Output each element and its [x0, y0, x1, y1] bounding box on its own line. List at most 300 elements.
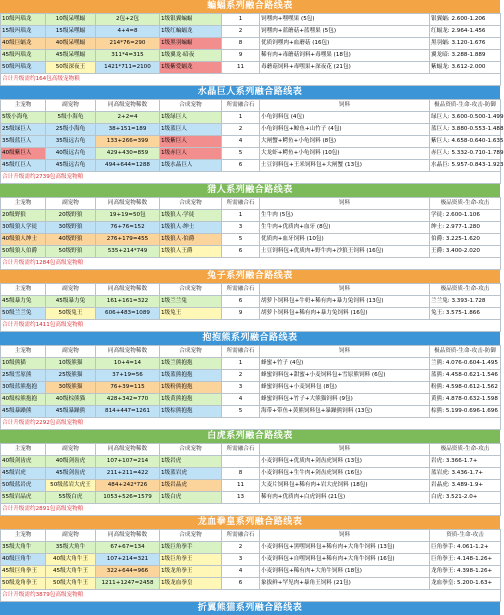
table-cell: 35级蓝巨人: [1, 136, 46, 148]
route-section: [0, 516, 500, 602]
table-cell: 25级雪原熊: [1, 370, 46, 382]
footer-row: [1, 504, 501, 516]
table-cell: 2: [222, 124, 260, 136]
table-cell: 紫巨人: 4.658-0.640-1.635: [430, 136, 501, 148]
table-header-cell: 副宠物: [46, 100, 96, 112]
table-cell: 1级蓝熊抱抱: [160, 370, 222, 382]
table-cell: 40级大角牛王: [46, 554, 96, 566]
table-row: [1, 62, 501, 74]
table-cell: 小麦饲料包+稀有肉+大角牛饲料 (18包): [260, 566, 430, 578]
table-cell: 4: [222, 566, 260, 578]
table-cell: 1级狼人·伯爵: [160, 234, 222, 246]
table-cell: 1级白虎: [160, 492, 222, 504]
table-header-cell: 主宠物: [1, 346, 46, 358]
section-title: 龙血拳皇系列融合路线表: [0, 516, 500, 529]
table-header-cell: 饲料: [260, 100, 430, 112]
table-row: [1, 222, 501, 234]
table-cell: 37+19=56: [96, 370, 160, 382]
table-cell: 黄熊: 4.878-0.632-1.598: [430, 394, 501, 406]
table-header-cell: 合成宠物: [160, 530, 222, 542]
table-cell: 25级小海龟: [46, 124, 96, 136]
section-footer: 合计升级需约3879包高级宠物粮: [1, 590, 501, 602]
table-cell: 6: [222, 160, 260, 172]
table-cell: 10级熊猫: [1, 358, 46, 370]
table-cell: 161+161=322: [96, 296, 160, 308]
table-header-row: [1, 284, 501, 296]
table-cell: 8: [222, 38, 260, 50]
table-cell: 40级剑齿虎: [1, 456, 46, 468]
table-cell: 小麦饲料包+优质肉+剑齿虎饲料 (13包): [260, 456, 430, 468]
table-cell: 50级狼人伯爵: [1, 246, 46, 258]
table-row: [1, 406, 501, 418]
table-cell: 40级野狼: [46, 234, 96, 246]
table-cell: 1级棕熊抱抱: [160, 406, 222, 418]
table-cell: 1级粉熊抱抱: [160, 382, 222, 394]
table-row: [1, 26, 501, 38]
table-cell: 322+644=966: [96, 566, 160, 578]
table-header-cell: 所需融合石: [222, 530, 260, 542]
table-header-cell: 极品资质-生命-攻击: [430, 198, 501, 210]
table-cell: 45级呆嘿蝠: [46, 50, 96, 62]
table-cell: 1级绿巨人: [160, 112, 222, 124]
table-header-cell: 合成宠物: [160, 198, 222, 210]
table-cell: 饲嘿肉+蓝蘑菇+蓝嘿果 (5包): [260, 26, 430, 38]
table-cell: 赤巨人: 5.332-0.710-1.789: [430, 148, 501, 160]
table-cell: 76+39=115: [96, 382, 160, 394]
table-cell: 王爵: 3.400-2.020: [430, 246, 501, 258]
table-cell: 小龟饲料包 (4包): [260, 112, 430, 124]
table-cell: 1: [222, 14, 260, 26]
table-header-cell: 极品资质-生命-攻击: [430, 284, 501, 296]
section-title: 折翼熊猫系列融合路线表: [0, 602, 500, 615]
table-cell: 8: [222, 468, 260, 480]
table-cell: 10+4=14: [96, 358, 160, 370]
table-cell: 小龟饲料包+鲸鱼+山竹子 (4包): [260, 124, 430, 136]
table-cell: 45级远古龟: [46, 160, 96, 172]
table-cell: 1级水晶巨人: [160, 160, 222, 172]
table-cell: 蓝巨人: 3.880-0.553-1.488: [430, 124, 501, 136]
table-cell: 1: [222, 210, 260, 222]
table-row: [1, 492, 501, 504]
table-cell: 40级紫巨人: [1, 148, 46, 160]
table-cell: 兔王: 3.575-1.866: [430, 308, 501, 320]
section-footer: 合计升级需约164包高级宠物粮: [1, 74, 501, 86]
table-header-cell: 副宠物: [46, 444, 96, 456]
table-cell: 毒蘑菇饲料+毒嘿果+深夜花 (21包): [260, 62, 430, 74]
table-header-cell: 饲料: [260, 284, 430, 296]
table-header-cell: 同高级宠物稀数: [96, 284, 160, 296]
table-header-cell: 主宠物: [1, 444, 46, 456]
table-cell: 30级蓝熊抱抱: [1, 382, 46, 394]
table-cell: 1级黄熊抱抱: [160, 394, 222, 406]
table-cell: 龙血拳皇: 5.200-1.63+: [430, 578, 501, 590]
table-cell: 45级岩虎: [1, 468, 46, 480]
table-cell: 1级狼人王爵: [160, 246, 222, 258]
table-header-cell: 饲料: [260, 346, 430, 358]
table-cell: 45级红巨人: [1, 160, 46, 172]
table-cell: 20级野狼: [46, 210, 96, 222]
table-header-cell: 极品资质-生命-攻击-防御: [430, 100, 501, 112]
table-cell: 10级熊猫: [46, 358, 96, 370]
table-header-row: [1, 346, 501, 358]
table-cell: 1级巨角拳王: [160, 554, 222, 566]
table-row: [1, 148, 501, 160]
table-cell: 40级剑齿虎: [46, 456, 96, 468]
table-cell: 小麦饲料包+黑嘿饲料包+稀有肉+大角牛饲料 (13包): [260, 542, 430, 554]
table-cell: 50级玛瑙龙: [1, 62, 46, 74]
table-cell: 1级龙血拳皇: [160, 578, 222, 590]
table-cell: 45级暴躁熊: [1, 406, 46, 418]
table-cell: 土豆饲料包+优质肉+野牛肉+沙狼王饲料 (16包): [260, 246, 430, 258]
section-footer: 合计升级需约2739包高级宠物粮: [1, 172, 501, 184]
table-cell: 优质肉+血牙饲料 (10包): [260, 234, 430, 246]
table-cell: 岩晶虎: 3.489-1.9+: [430, 480, 501, 492]
route-section: [0, 184, 500, 270]
table-cell: 4: [222, 136, 260, 148]
table-cell: 龙角拳王: 4.398-1.26+: [430, 566, 501, 578]
table-cell: 白虎: 3.521-2.0+: [430, 492, 501, 504]
table-cell: 黑羽蝠: 3.120-1.676: [430, 38, 501, 50]
table-cell: [222, 456, 260, 468]
table-row: [1, 308, 501, 320]
table-cell: 214*76=290: [96, 38, 160, 50]
table-cell: 6: [222, 296, 260, 308]
table-cell: 40级呆嘿蝠: [46, 38, 96, 50]
table-header-cell: 所需融合石: [222, 444, 260, 456]
table-cell: 1: [222, 112, 260, 124]
footer-row: [1, 74, 501, 86]
route-section: [0, 86, 504, 184]
table-row: [1, 14, 501, 26]
table-row: [1, 246, 501, 258]
table-cell: 稀有肉+优质肉+白虎饲料 (21包): [260, 492, 430, 504]
table-cell: 50级蓝岩虎: [1, 480, 46, 492]
table-cell: 3: [222, 382, 260, 394]
table-cell: 大麦片饲料包+稀有肉+岩大虎饲料 (18包): [260, 480, 430, 492]
section-footer: 合计升级需约2292包高级宠物粮: [1, 418, 501, 430]
table-cell: 1级龙角拳王: [160, 566, 222, 578]
table-cell: 1级紫巨人: [160, 136, 222, 148]
table-cell: 兰兰兔: 3.393-1.728: [430, 296, 501, 308]
table-row: [1, 296, 501, 308]
table-header-cell: 合成宠物: [160, 284, 222, 296]
table-cell: 绿巨人: 3.600-0.500-1.499: [430, 112, 501, 124]
table-row: [1, 38, 501, 50]
table-cell: 1级紫爱蝠龙: [160, 62, 222, 74]
table-header-cell: 同高级宠物稀数: [96, 444, 160, 456]
table-cell: 35级大角牛: [46, 542, 96, 554]
table-row: [1, 480, 501, 492]
section-footer: 合计升级需约1411包高级宠物粮: [1, 320, 501, 332]
table-cell: 水晶巨: 5.957-0.843-1.923: [430, 160, 501, 172]
table-cell: 45级暴躁熊: [46, 406, 96, 418]
table-cell: 50级野狼: [46, 246, 96, 258]
table-cell: 1级黑羽蝙蝠: [160, 38, 222, 50]
table-cell: 兰熊: 4.076-0.604-1.495: [430, 358, 501, 370]
table-cell: 1级岩晶虎: [160, 480, 222, 492]
section-title: 蝙蝠系列融合路线表: [0, 0, 500, 13]
table-cell: 银翼蝠: 2.600-1.206: [430, 14, 501, 26]
table-cell: 1级狼人·学徒: [160, 210, 222, 222]
table-row: [1, 370, 501, 382]
table-cell: 1级赤巨人: [160, 148, 222, 160]
table-cell: 25级绿巨人: [1, 124, 46, 136]
table-cell: 50级兔王: [46, 308, 96, 320]
route-table: [0, 443, 501, 516]
table-cell: 11: [222, 480, 260, 492]
table-cell: 5: [222, 234, 260, 246]
table-cell: 象拔鲜+罕见肉+暴角王饲料 (21包): [260, 578, 430, 590]
table-cell: 19+19=50包: [96, 210, 160, 222]
table-row: [1, 554, 501, 566]
table-cell: 海带+带鱼+黄熊饲料包+暴躁熊饲料 (13包): [260, 406, 430, 418]
table-cell: 巨角拳王: 4.148-1.26+: [430, 554, 501, 566]
table-cell: 优质饲嘿肉+血蘑菇 (16包): [260, 38, 430, 50]
table-cell: 211+211=422: [96, 468, 160, 480]
route-section: [0, 0, 500, 86]
table-cell: 蜂蜜饲料包+竹子+大熊猫饲料 (9包): [260, 394, 430, 406]
table-cell: 2+2=4: [96, 112, 160, 124]
section-footer: 合计升级需约1284包高级宠物粮: [1, 258, 501, 270]
table-cell: 814+447=1261: [96, 406, 160, 418]
table-header-cell: 副宠物: [46, 530, 96, 542]
table-row: [1, 50, 501, 62]
table-cell: 5: [222, 148, 260, 160]
table-cell: 土豆饲料包+王米饲料包+大闸蟹 (13包): [260, 160, 430, 172]
table-cell: 1级蓝巨人: [160, 124, 222, 136]
section-title: 兔子系列融合路线表: [0, 270, 500, 283]
table-cell: 35级远古龟: [46, 136, 96, 148]
table-header-cell: 极品资质-生命-攻击: [430, 444, 501, 456]
table-cell: 岩虎: 3.366-1.7+: [430, 456, 501, 468]
table-header-cell: 饲料: [260, 198, 430, 210]
table-cell: 大闸蟹+鳄鱼+小龟饲料 (8包): [260, 136, 430, 148]
table-cell: 10级玛瑙龙: [1, 14, 46, 26]
table-cell: 1级狼人·绅士: [160, 222, 222, 234]
table-header-row: [1, 444, 501, 456]
table-row: [1, 468, 501, 480]
table-cell: 1级兰熊抱抱: [160, 358, 222, 370]
table-cell: 50级兰兰兔: [1, 308, 46, 320]
footer-row: [1, 320, 501, 332]
table-row: [1, 112, 501, 124]
table-header-cell: 所需融合石: [222, 198, 260, 210]
table-cell: 红蝠龙: 2.964-1.456: [430, 26, 501, 38]
section-title: 水晶巨人系列融合路线表: [0, 86, 500, 99]
table-row: [1, 234, 501, 246]
table-header-cell: 所需融合石: [222, 346, 260, 358]
table-cell: 133+266=399: [96, 136, 160, 148]
table-cell: 55级岩晶虎: [1, 492, 46, 504]
table-cell: 生牛肉+优质肉+血牙 (8包): [260, 222, 430, 234]
table-cell: 535+214*749: [96, 246, 160, 258]
table-cell: 饲嘿肉+嘿嘿果 (5包): [260, 14, 430, 26]
table-cell: 1: [222, 358, 260, 370]
route-section: [0, 430, 500, 516]
table-cell: 2: [222, 370, 260, 382]
table-cell: 1级红蝙蝠龙: [160, 26, 222, 38]
table-cell: 蜂蜜饲料包+甜蜜+小麦饲料包+雪原熊饲料 (6包): [260, 370, 430, 382]
table-cell: 巨角拳手: 4.061-1.2+: [430, 542, 501, 554]
table-row: [1, 542, 501, 554]
table-cell: 15级呆嘿蝠: [46, 26, 96, 38]
table-cell: 学徒: 2.600-1.106: [430, 210, 501, 222]
table-cell: 小麦饲料包+生牛肉+剑齿虎饲料 (16包): [260, 468, 430, 480]
table-row: [1, 124, 501, 136]
table-cell: 4+4=8: [96, 26, 160, 38]
table-cell: 1级兰兰兔: [160, 296, 222, 308]
table-cell: 3: [222, 222, 260, 234]
route-table: [0, 197, 501, 270]
table-cell: 1级巨角拳手: [160, 542, 222, 554]
table-row: [1, 566, 501, 578]
table-cell: 生牛肉 (5包): [260, 210, 430, 222]
table-header-cell: 合成宠物: [160, 346, 222, 358]
table-cell: 50级蓝岩大虎王: [46, 480, 96, 492]
route-table: [0, 345, 501, 430]
table-cell: 粉熊: 4.598-0.612-1.562: [430, 382, 501, 394]
table-cell: 107+107=214: [96, 456, 160, 468]
section-footer: 合计升级需约2891包高级宠物粮: [1, 504, 501, 516]
table-header-cell: 同高级宠物稀数: [96, 100, 160, 112]
table-cell: 1421*711=2100: [96, 62, 160, 74]
table-cell: 20级野狼: [1, 210, 46, 222]
table-cell: 2包+2包: [96, 14, 160, 26]
table-header-cell: 资质-生命-攻击: [430, 530, 501, 542]
table-cell: 13: [222, 492, 260, 504]
table-cell: 6: [222, 246, 260, 258]
table-cell: 38+151=189: [96, 124, 160, 136]
table-header-cell: 同高级宠物稀数: [96, 346, 160, 358]
table-cell: 紫蝠龙: 3.612-2.000: [430, 62, 501, 74]
table-header-row: [1, 530, 501, 542]
section-title: 抱抱熊系列融合路线表: [0, 332, 500, 345]
table-cell: 30级狼人学徒: [1, 222, 46, 234]
table-cell: 6: [222, 578, 260, 590]
route-section: [0, 332, 500, 430]
table-cell: 311*4=315: [96, 50, 160, 62]
route-table: [0, 13, 501, 86]
table-cell: 30级熊猫: [46, 382, 96, 394]
table-cell: 40级巨角牛: [1, 554, 46, 566]
table-cell: 45级暴力兔: [1, 296, 46, 308]
table-header-cell: 主宠物: [1, 530, 46, 542]
table-cell: 40级狼人绅士: [1, 234, 46, 246]
table-cell: 大龙虾+鳄鱼+小龟饲料 (10包): [260, 148, 430, 160]
table-cell: 40级远古龟: [46, 148, 96, 160]
table-cell: 5级小海龟: [1, 112, 46, 124]
table-header-cell: 合成宠物: [160, 100, 222, 112]
table-cell: 2: [222, 542, 260, 554]
table-cell: 胡萝卜饲料包+牛奶+稀有肉+暴力兔饲料 (13包): [260, 296, 430, 308]
table-cell: 35级大角牛: [1, 542, 46, 554]
section-title: 白虎系列融合路线表: [0, 430, 500, 443]
table-cell: 45级巨角拳王: [1, 566, 46, 578]
route-section: [0, 270, 500, 332]
table-cell: 1级翼龙·暗夜: [160, 50, 222, 62]
table-cell: 蜂蜜+竹子 (4包): [260, 358, 430, 370]
table-cell: 翼龙暗: 3.288-1.889: [430, 50, 501, 62]
table-row: [1, 394, 501, 406]
table-cell: 76+76=152: [96, 222, 160, 234]
table-cell: 107+214=321: [96, 554, 160, 566]
table-cell: 40级棕熊抱抱: [1, 394, 46, 406]
table-cell: 10级呆嘿蝠: [46, 14, 96, 26]
footer-row: [1, 172, 501, 184]
table-header-cell: 饲料: [260, 530, 430, 542]
footer-row: [1, 418, 501, 430]
footer-row: [1, 258, 501, 270]
table-header-cell: 同高级宠物稀数: [96, 198, 160, 210]
table-cell: 蓝熊: 4.458-0.621-1.546: [430, 370, 501, 382]
table-cell: 1053+526=1579: [96, 492, 160, 504]
table-header-cell: 副宠物: [46, 346, 96, 358]
table-cell: 小麦饲料包+自嘿饲料包+稀有肉+大角牛饲料 (16包): [260, 554, 430, 566]
table-cell: 50级深夜王: [46, 62, 96, 74]
table-header-cell: 饲料: [260, 444, 430, 456]
table-header-cell: 所需融合石: [222, 284, 260, 296]
table-cell: 67+67=134: [96, 542, 160, 554]
table-header-cell: 副宠物: [46, 198, 96, 210]
table-header-row: [1, 198, 501, 210]
table-cell: 4: [222, 394, 260, 406]
table-cell: 40级巨蝠龙: [1, 38, 46, 50]
table-header-cell: 主宠物: [1, 198, 46, 210]
table-cell: 绅士: 2.977-1.280: [430, 222, 501, 234]
table-cell: 428+342=770: [96, 394, 160, 406]
table-header-cell: 同高级宠物稀数: [96, 530, 160, 542]
table-cell: 1级兔王: [160, 308, 222, 320]
table-cell: 276+179=455: [96, 234, 160, 246]
table-cell: 484+242*726: [96, 480, 160, 492]
table-cell: 606+483=1089: [96, 308, 160, 320]
table-cell: 5: [222, 406, 260, 418]
table-row: [1, 358, 501, 370]
table-cell: 蓝岩虎: 3.436-1.7+: [430, 468, 501, 480]
table-cell: 3: [222, 554, 260, 566]
table-cell: 1级银翼蝙蝠: [160, 14, 222, 26]
table-cell: 25级熊猫: [46, 370, 96, 382]
table-cell: 5级小海龟: [46, 112, 96, 124]
table-cell: 蜂蜜饲料包+小麦饲料包 (8包): [260, 382, 430, 394]
table-cell: 30级野狼: [46, 222, 96, 234]
table-cell: 伯爵: 3.225-1.620: [430, 234, 501, 246]
table-row: [1, 456, 501, 468]
table-cell: 1级蓝岩虎: [160, 468, 222, 480]
table-header-row: [1, 100, 501, 112]
route-table: [0, 529, 501, 602]
table-cell: 9: [222, 50, 260, 62]
route-section: [0, 602, 500, 615]
table-row: [1, 382, 501, 394]
table-row: [1, 578, 501, 590]
table-cell: 15级玛瑙龙: [1, 26, 46, 38]
table-cell: 40级棕熊猫: [46, 394, 96, 406]
table-cell: 1级岩虎: [160, 456, 222, 468]
table-header-cell: 主宠物: [1, 100, 46, 112]
table-header-cell: 所需融合石: [222, 100, 260, 112]
table-cell: 45级玛瑙龙: [1, 50, 46, 62]
route-table: [0, 99, 504, 184]
table-cell: 50级龙角拳王: [1, 578, 46, 590]
table-cell: 45级大角牛王: [46, 566, 96, 578]
table-row: [1, 210, 501, 222]
route-table: [0, 283, 501, 332]
table-cell: 2: [222, 26, 260, 38]
table-cell: 11: [222, 62, 260, 74]
table-cell: 稀有肉+毒蘑菇饲料+毒嘿果 (18包): [260, 50, 430, 62]
table-cell: 45级暴力兔: [46, 296, 96, 308]
